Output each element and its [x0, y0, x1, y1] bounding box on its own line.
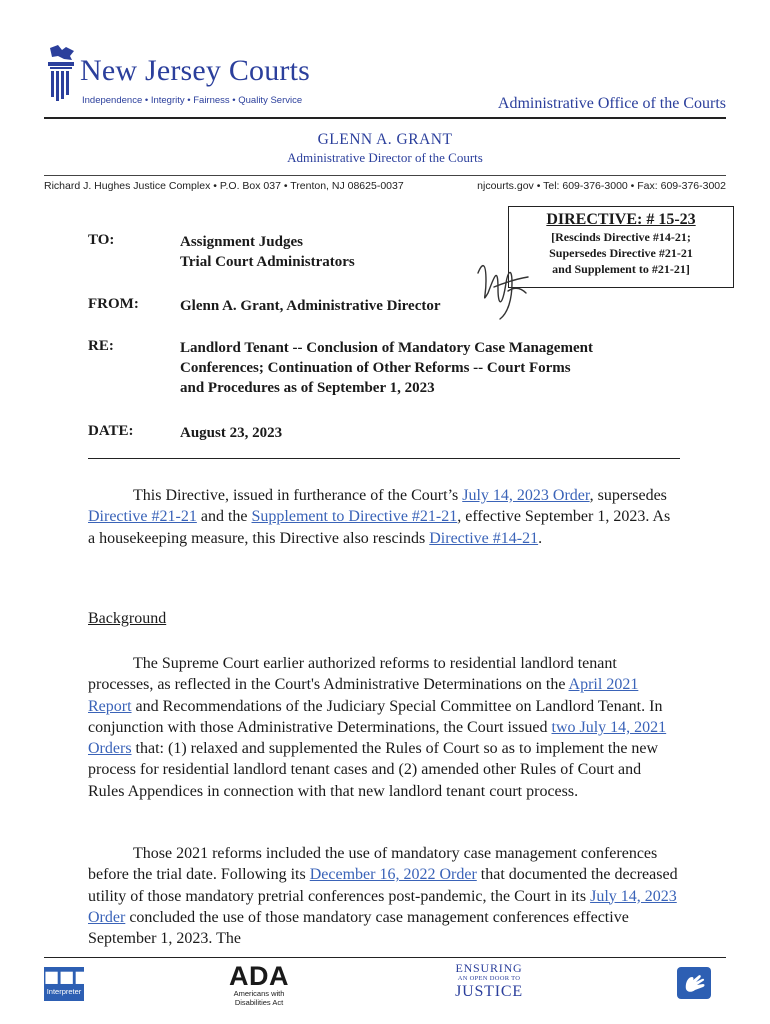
link-december-2022-order[interactable]: December 16, 2022 Order — [309, 866, 477, 884]
ada-title: ADA — [229, 961, 289, 991]
to-recipient-2: Trial Court Administrators — [180, 254, 355, 270]
memo-divider — [88, 458, 680, 459]
ada-subtitle-1: Americans with — [233, 989, 285, 998]
p1-text-5: . — [538, 529, 543, 547]
header-divider — [44, 117, 726, 119]
ensuring-justice-logo — [453, 962, 525, 1000]
signature-mark — [468, 253, 534, 325]
director-title: Administrative Director of the Courts — [287, 150, 483, 165]
link-july-2023-order[interactable]: July 14, 2023 Order — [462, 487, 590, 504]
re-label: RE: — [88, 338, 114, 354]
office-name: Administrative Office of the Courts — [497, 95, 726, 112]
re-line-1: Landlord Tenant -- Conclusion of Mandatory Case Management — [180, 340, 593, 356]
nj-courts-logo-icon — [44, 44, 78, 108]
re-line-2: Conferences; Continuation of Other Reforms -- Court Forms — [180, 360, 571, 376]
from-value: Glenn A. Grant, Administrative Director — [180, 298, 441, 314]
ej-top-text: ENSURING — [455, 961, 523, 975]
p1-text-1: This Directive, issued in furtherance of the Court’s — [133, 487, 463, 504]
date-value: August 23, 2023 — [180, 425, 283, 441]
paragraph-intro — [88, 485, 678, 549]
date-label: DATE: — [88, 423, 134, 439]
director-name: GLENN A. GRANT — [317, 131, 453, 148]
ej-bottom-text: JUSTICE — [455, 983, 523, 1000]
link-supplement-21-21[interactable]: Supplement to Directive #21-21 — [251, 508, 458, 526]
p3-text-3: concluded the use of those mandatory case management conferences effective September 1, 2023. The — [88, 908, 629, 948]
office-address: Richard J. Hughes Justice Complex • P.O. Box 037 • Trenton, NJ 08625-0037 — [44, 180, 404, 192]
p2-text-3: that: (1) relaxed and supplemented the Rules of Court so as to implement the new process for residential landlord tenant cases and (2) amended other Rules of Court and Rules Appendices in connection with that new landlord tenant court process. — [88, 740, 659, 800]
sign-language-icon — [677, 967, 711, 999]
directive-box — [508, 206, 734, 288]
interpreter-badge — [44, 967, 90, 1001]
brand-title: New Jersey Courts — [80, 54, 311, 87]
p2-text-2: and Recommendations of the Judiciary Special Committee on Landlord Tenant. In conjunction with those Administrative Determinations, the Court issued — [88, 697, 663, 736]
to-recipient-1: Assignment Judges — [180, 234, 303, 250]
link-july-2023-order-2[interactable]: July 14, 2023 Order — [88, 887, 677, 926]
paragraph-background — [88, 653, 678, 802]
ej-mid-text: AN OPEN DOOR TO — [457, 975, 521, 982]
directive-note-3: and Supplement to #21-21] — [552, 262, 690, 276]
p3-text-2: that documented the decreased utility of those mandatory pretrial conferences post-pandemic, the Court in its — [88, 866, 678, 905]
link-july-2021-orders[interactable]: two July 14, 2021 Orders — [88, 718, 667, 758]
directive-note-1: [Rescinds Directive #14-21; — [551, 230, 691, 244]
to-label: TO: — [88, 232, 115, 248]
directive-note-2: Supersedes Directive #21-21 — [549, 246, 693, 260]
office-contact: njcourts.gov • Tel: 609-376-3000 • Fax: 609-376-3002 — [477, 180, 726, 192]
to-recipients — [180, 232, 355, 272]
brand-tagline: Independence • Integrity • Fairness • Quality Service — [82, 95, 303, 106]
footer-divider — [44, 957, 726, 958]
re-subject — [180, 338, 593, 398]
re-line-3: and Procedures as of September 1, 2023 — [180, 380, 435, 396]
interpreter-label: Interpreter — [46, 987, 82, 996]
directive-number: DIRECTIVE: # 15-23 — [546, 211, 696, 228]
paragraph-reforms — [88, 843, 678, 949]
p2-text-1: The Supreme Court earlier authorized reforms to residential landlord tenant processes, as reflected in the Court's Administrative Determinations on the — [88, 655, 617, 694]
p3-text-1: Those 2021 reforms included the use of mandatory case management conferences before the trial date. Following its — [88, 845, 658, 884]
ada-subtitle-2: Disabilities Act — [234, 997, 284, 1007]
p1-text-2: , supersedes — [589, 487, 667, 504]
p1-text-4: , effective September 1, 2023. As a housekeeping measure, this Directive also rescinds — [88, 508, 671, 547]
link-directive-21-21[interactable]: Directive #21-21 — [88, 508, 197, 526]
from-label: FROM: — [88, 296, 139, 312]
ada-logo — [225, 962, 293, 1007]
section-heading-background: Background — [88, 610, 167, 627]
link-directive-14-21[interactable]: Directive #14-21 — [429, 529, 539, 547]
link-april-2021-report[interactable]: April 2021 Report — [88, 676, 639, 715]
p1-text-3: and the — [196, 508, 252, 526]
address-divider — [44, 175, 726, 176]
interpreter-icon: ■■■ — [44, 967, 90, 986]
